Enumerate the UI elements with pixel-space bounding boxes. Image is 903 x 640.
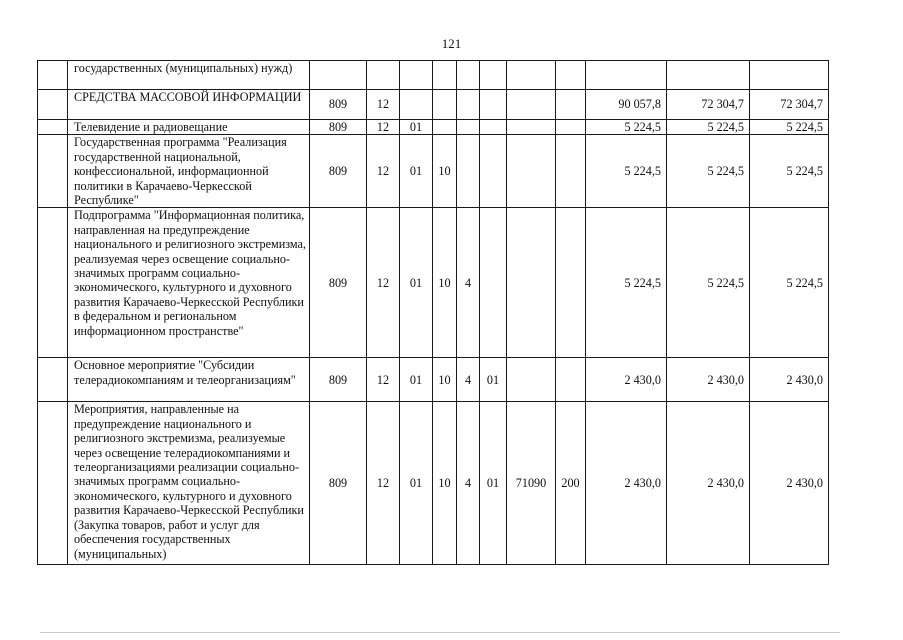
pp-cell: [457, 61, 480, 90]
sum-year1-cell: 90 057,8: [586, 90, 667, 120]
nr-cell: [507, 358, 556, 402]
gp-cell: 10: [433, 402, 457, 565]
ved-cell: 809: [310, 358, 367, 402]
sum-year3-cell: 5 224,5: [750, 120, 829, 135]
row-number-cell: [38, 208, 68, 358]
om-cell: [480, 135, 507, 208]
om-cell: [480, 120, 507, 135]
ved-cell: 809: [310, 402, 367, 565]
row-name-cell: Телевидение и радиовещание: [68, 120, 310, 135]
sum-year1-cell: [586, 61, 667, 90]
pp-cell: [457, 90, 480, 120]
nr-cell: 71090: [507, 402, 556, 565]
gp-cell: [433, 61, 457, 90]
pr-cell: 01: [400, 120, 433, 135]
ved-cell: 809: [310, 90, 367, 120]
sum-year1-cell: 5 224,5: [586, 208, 667, 358]
pp-cell: [457, 120, 480, 135]
row-name-cell: Подпрограмма "Информационная политика, направленная на предупреждение национального и религиозного экстремизма, реализуемая через освещение социально-значимых программ социально-экономического, культурного и духовного развития Карачаево-Черкесской Республики в федеральном и региональном информационном пространстве": [68, 208, 310, 358]
page-number: 121: [441, 36, 462, 51]
row-number-cell: [38, 61, 68, 90]
table-row: [38, 208, 829, 358]
nr-cell: [507, 208, 556, 358]
pr-cell: 01: [400, 402, 433, 565]
vr-cell: [556, 120, 586, 135]
ved-cell: [310, 61, 367, 90]
gp-cell: 10: [433, 358, 457, 402]
vr-cell: [556, 135, 586, 208]
vr-cell: [556, 208, 586, 358]
rz-cell: 12: [367, 120, 400, 135]
pp-cell: [457, 135, 480, 208]
row-name-cell: Государственная программа "Реализация государственной национальной, конфессиональной, информационной политики в Карачаево-Черкесской Республике": [68, 135, 310, 208]
sum-year1-cell: 5 224,5: [586, 135, 667, 208]
ved-cell: 809: [310, 120, 367, 135]
scan-edge-line: [40, 632, 840, 633]
pp-cell: 4: [457, 402, 480, 565]
sum-year3-cell: 72 304,7: [750, 90, 829, 120]
ved-cell: 809: [310, 135, 367, 208]
row-number-cell: [38, 402, 68, 565]
nr-cell: [507, 61, 556, 90]
pr-cell: 01: [400, 135, 433, 208]
row-name-cell: Основное мероприятие "Субсидии телерадиокомпаниям и телеорганизациям": [68, 358, 310, 402]
om-cell: 01: [480, 402, 507, 565]
gp-cell: [433, 90, 457, 120]
row-number-cell: [38, 120, 68, 135]
om-cell: [480, 208, 507, 358]
pr-cell: [400, 61, 433, 90]
nr-cell: [507, 120, 556, 135]
table-row: [38, 402, 829, 565]
gp-cell: [433, 120, 457, 135]
row-number-cell: [38, 90, 68, 120]
table-row: [38, 120, 829, 135]
sum-year3-cell: [750, 61, 829, 90]
table-row: [38, 135, 829, 208]
vr-cell: [556, 90, 586, 120]
rz-cell: 12: [367, 90, 400, 120]
sum-year2-cell: 5 224,5: [667, 120, 750, 135]
sum-year1-cell: 2 430,0: [586, 402, 667, 565]
rz-cell: 12: [367, 135, 400, 208]
nr-cell: [507, 135, 556, 208]
sum-year1-cell: 2 430,0: [586, 358, 667, 402]
sum-year2-cell: 72 304,7: [667, 90, 750, 120]
pp-cell: 4: [457, 208, 480, 358]
rz-cell: 12: [367, 208, 400, 358]
sum-year1-cell: 5 224,5: [586, 120, 667, 135]
table-row: [38, 61, 829, 90]
pr-cell: 01: [400, 208, 433, 358]
pp-cell: 4: [457, 358, 480, 402]
budget-table: [37, 60, 829, 565]
om-cell: [480, 61, 507, 90]
sum-year2-cell: 5 224,5: [667, 208, 750, 358]
rz-cell: 12: [367, 358, 400, 402]
row-name-cell: СРЕДСТВА МАССОВОЙ ИНФОРМАЦИИ: [68, 90, 310, 120]
ved-cell: 809: [310, 208, 367, 358]
nr-cell: [507, 90, 556, 120]
sum-year3-cell: 2 430,0: [750, 402, 829, 565]
row-number-cell: [38, 358, 68, 402]
sum-year2-cell: 5 224,5: [667, 135, 750, 208]
pr-cell: 01: [400, 358, 433, 402]
sum-year2-cell: 2 430,0: [667, 402, 750, 565]
sum-year2-cell: [667, 61, 750, 90]
om-cell: 01: [480, 358, 507, 402]
row-number-cell: [38, 135, 68, 208]
om-cell: [480, 90, 507, 120]
pr-cell: [400, 90, 433, 120]
gp-cell: 10: [433, 208, 457, 358]
sum-year3-cell: 5 224,5: [750, 135, 829, 208]
sum-year3-cell: 2 430,0: [750, 358, 829, 402]
rz-cell: [367, 61, 400, 90]
rz-cell: 12: [367, 402, 400, 565]
row-name-cell: Мероприятия, направленные на предупреждение национального и религиозного экстремизма, реализуемые через освещение телерадиокомпаниями и телеорганизациями реализации социально-значимых программ социально-экономического, культурного и духовного развития Карачаево-Черкесской Республики (Закупка товаров, работ и услуг для обеспечения государственных (муниципальных): [68, 402, 310, 565]
gp-cell: 10: [433, 135, 457, 208]
table-row: [38, 90, 829, 120]
vr-cell: 200: [556, 402, 586, 565]
vr-cell: [556, 358, 586, 402]
table-row: [38, 358, 829, 402]
sum-year3-cell: 5 224,5: [750, 208, 829, 358]
vr-cell: [556, 61, 586, 90]
row-name-cell: государственных (муниципальных) нужд): [68, 61, 310, 90]
sum-year2-cell: 2 430,0: [667, 358, 750, 402]
